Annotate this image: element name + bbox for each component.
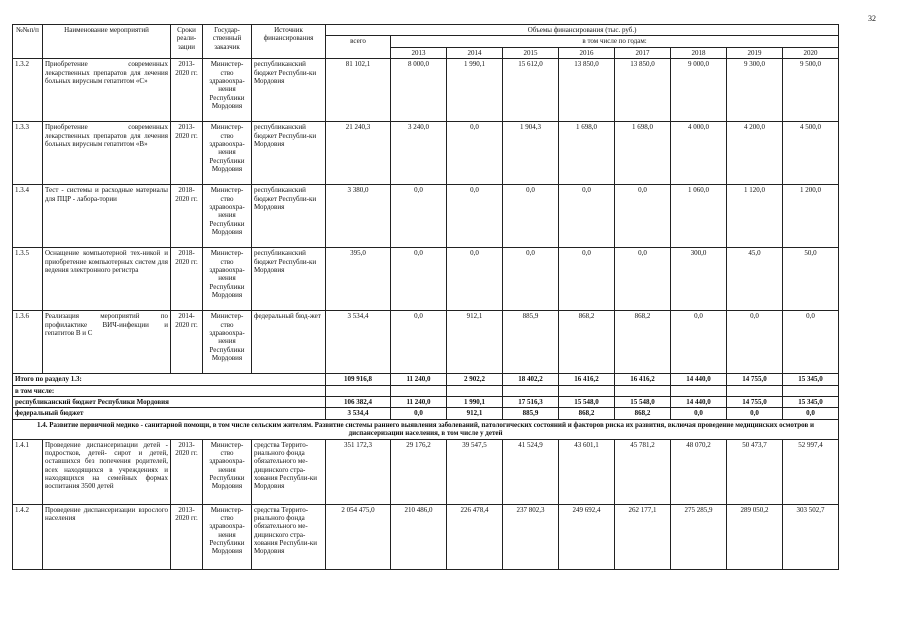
row-year-value: 4 500,0: [783, 122, 839, 185]
table-row: [13, 311, 839, 374]
row-num: 1.4.2: [13, 504, 43, 569]
header-year: 2020: [783, 47, 839, 58]
row-year-value: 1 120,0: [727, 185, 783, 248]
row-name: Проведение диспансеризации детей - подростков, детей- сирот и детей, оставшихся без попечения родителей, всех находящихся в учреждениях и находящихся на семейных формах воспитания 3500 детей: [43, 439, 171, 504]
row-customer: Министер-ство здравоохра-нения Республики Мордовия: [203, 248, 252, 311]
row-year-value: 0,0: [391, 248, 447, 311]
row-year-value: 50,0: [783, 248, 839, 311]
federal-budget-value: 0,0: [391, 408, 447, 419]
row-num: 1.4.1: [13, 439, 43, 504]
row-source: федеральный бюд-жет: [252, 311, 326, 374]
totals-row: [13, 374, 839, 385]
row-total: 3 380,0: [326, 185, 391, 248]
table-row: [13, 248, 839, 311]
row-year-value: 1 060,0: [671, 185, 727, 248]
republic-budget-label: республиканский бюджет Республики Мордовия: [13, 396, 326, 407]
row-year-value: 275 285,9: [671, 504, 727, 569]
row-total: 21 240,3: [326, 122, 391, 185]
row-year-value: 50 473,7: [727, 439, 783, 504]
table-row: [13, 122, 839, 185]
federal-budget-total: 3 534,4: [326, 408, 391, 419]
row-year-value: 13 850,0: [559, 59, 615, 122]
row-year-value: 1 698,0: [559, 122, 615, 185]
header-num: №№п/п: [13, 25, 43, 59]
row-year-value: 8 000,0: [391, 59, 447, 122]
totals-value: 16 416,2: [559, 374, 615, 385]
republic-budget-total: 106 382,4: [326, 396, 391, 407]
header-year: 2019: [727, 47, 783, 58]
row-year-value: 249 692,4: [559, 504, 615, 569]
row-year-value: 226 478,4: [447, 504, 503, 569]
totals-value: 14 755,0: [727, 374, 783, 385]
row-customer: Министер-ство здравоохра-нения Республики Мордовия: [203, 311, 252, 374]
row-name: Тест - системы и расходные материалы для ПЦР - лабора-тории: [43, 185, 171, 248]
row-year-value: 0,0: [447, 185, 503, 248]
row-year-value: 15 612,0: [503, 59, 559, 122]
row-year-value: 3 240,0: [391, 122, 447, 185]
table-row: [13, 59, 839, 122]
row-term: 2014-2020 гг.: [171, 311, 203, 374]
federal-budget-value: 885,9: [503, 408, 559, 419]
header-row-1: [13, 25, 839, 36]
header-volume: Объемы финансирования (тыс. руб.): [326, 25, 839, 36]
row-year-value: 9 500,0: [783, 59, 839, 122]
row-year-value: 1 990,1: [447, 59, 503, 122]
republic-budget-value: 15 345,0: [783, 396, 839, 407]
table-row: [13, 439, 839, 504]
row-source: средства Террито-риального фонда обязательного ме-дицинского стра-хования Республи-ки Мордовия: [252, 439, 326, 504]
including-row: [13, 385, 839, 396]
republic-budget-value: 11 240,0: [391, 396, 447, 407]
republic-budget-value: 14 440,0: [671, 396, 727, 407]
row-year-value: 52 997,4: [783, 439, 839, 504]
row-year-value: 262 177,1: [615, 504, 671, 569]
row-name: Проведение диспансеризации взрослого населения: [43, 504, 171, 569]
row-year-value: 912,1: [447, 311, 503, 374]
row-year-value: 0,0: [391, 311, 447, 374]
header-customer: Государ-ственный заказчик: [203, 25, 252, 59]
row-year-value: 45 781,2: [615, 439, 671, 504]
row-name: Реализация мероприятий по профилактике ВИЧ-инфекции и гепатитов В и С: [43, 311, 171, 374]
row-source: республиканский бюджет Республи-ки Мордовия: [252, 59, 326, 122]
header-year: 2014: [447, 47, 503, 58]
row-term: 2013-2020 гг.: [171, 504, 203, 569]
header-source: Источник финансирования: [252, 25, 326, 59]
row-num: 1.3.2: [13, 59, 43, 122]
including-label: в том числе:: [13, 385, 326, 396]
row-year-value: 43 601,1: [559, 439, 615, 504]
header-year: 2016: [559, 47, 615, 58]
row-year-value: 9 300,0: [727, 59, 783, 122]
republic-budget-value: 14 755,0: [727, 396, 783, 407]
row-year-value: 0,0: [447, 248, 503, 311]
section-header-row: [13, 419, 839, 439]
row-year-value: 1 200,0: [783, 185, 839, 248]
totals-value: 16 416,2: [615, 374, 671, 385]
page-number: 32: [868, 14, 876, 23]
row-year-value: 210 486,0: [391, 504, 447, 569]
totals-value: 2 902,2: [447, 374, 503, 385]
row-year-value: 0,0: [615, 185, 671, 248]
row-year-value: 237 802,3: [503, 504, 559, 569]
row-term: 2018-2020 гг.: [171, 185, 203, 248]
row-year-value: 868,2: [615, 311, 671, 374]
header-year: 2017: [615, 47, 671, 58]
header-year: 2013: [391, 47, 447, 58]
row-year-value: 0,0: [447, 122, 503, 185]
row-name: Приобретение современных лекарственных препаратов для лечения больных вирусным гепатитом «В»: [43, 122, 171, 185]
row-year-value: 0,0: [503, 248, 559, 311]
row-year-value: 868,2: [559, 311, 615, 374]
row-year-value: 0,0: [559, 185, 615, 248]
table-row: [13, 185, 839, 248]
row-year-value: 39 547,5: [447, 439, 503, 504]
row-num: 1.3.6: [13, 311, 43, 374]
totals-value: 11 240,0: [391, 374, 447, 385]
row-total: 351 172,3: [326, 439, 391, 504]
row-name: Оснащение компьютерной тех-никой и приобретение компьютерных систем для ведения электронного регистра: [43, 248, 171, 311]
header-by-year: в том числе по годам:: [391, 36, 839, 47]
row-year-value: 0,0: [503, 185, 559, 248]
header-total: всего: [326, 36, 391, 59]
row-customer: Министер-ство здравоохра-нения Республики Мордовия: [203, 185, 252, 248]
row-year-value: 0,0: [783, 311, 839, 374]
row-num: 1.3.4: [13, 185, 43, 248]
row-num: 1.3.5: [13, 248, 43, 311]
republic-budget-value: 15 548,0: [615, 396, 671, 407]
totals-value: 15 345,0: [783, 374, 839, 385]
row-year-value: 303 502,7: [783, 504, 839, 569]
row-year-value: 13 850,0: [615, 59, 671, 122]
row-year-value: 29 176,2: [391, 439, 447, 504]
row-year-value: 48 070,2: [671, 439, 727, 504]
federal-budget-value: 912,1: [447, 408, 503, 419]
row-year-value: 4 200,0: [727, 122, 783, 185]
row-year-value: 0,0: [671, 311, 727, 374]
row-total: 81 102,1: [326, 59, 391, 122]
totals-value: 14 440,0: [671, 374, 727, 385]
totals-total: 109 916,8: [326, 374, 391, 385]
section-1-4-title: 1.4. Развитие первичной медико - санитарной помощи, в том числе сельским жителям. Развитие системы раннего выявления заболеваний, патологических состояний и факторов риска их развития, включая проведение медицинских осмотров и диспансеризации населения, в том числе у детей: [13, 419, 839, 439]
row-source: средства Террито-риального фонда обязательного ме-дицинского стра-хования Республи-ки Мордовия: [252, 504, 326, 569]
republic-budget-value: 17 516,3: [503, 396, 559, 407]
row-term: 2013-2020 гг.: [171, 59, 203, 122]
row-year-value: 41 524,9: [503, 439, 559, 504]
row-year-value: 1 904,3: [503, 122, 559, 185]
federal-budget-value: 0,0: [671, 408, 727, 419]
row-year-value: 0,0: [391, 185, 447, 248]
row-customer: Министер-ство здравоохра-нения Республики Мордовия: [203, 439, 252, 504]
federal-budget-row: [13, 408, 839, 419]
table-row: [13, 504, 839, 569]
header-year: 2018: [671, 47, 727, 58]
federal-budget-value: 868,2: [559, 408, 615, 419]
header-term: Сроки реали-зации: [171, 25, 203, 59]
row-year-value: 45,0: [727, 248, 783, 311]
row-customer: Министер-ство здравоохра-нения Республики Мордовия: [203, 504, 252, 569]
republic-budget-row: [13, 396, 839, 407]
totals-label: Итого по разделу 1.3:: [13, 374, 326, 385]
row-name: Приобретение современных лекарственных препаратов для лечения больных вирусным гепатитом «С»: [43, 59, 171, 122]
federal-budget-value: 0,0: [783, 408, 839, 419]
row-num: 1.3.3: [13, 122, 43, 185]
row-year-value: 4 000,0: [671, 122, 727, 185]
federal-budget-value: 868,2: [615, 408, 671, 419]
row-customer: Министер-ство здравоохра-нения Республики Мордовия: [203, 59, 252, 122]
header-name: Наименование мероприятий: [43, 25, 171, 59]
federal-budget-value: 0,0: [727, 408, 783, 419]
row-total: 2 054 475,0: [326, 504, 391, 569]
row-source: республиканский бюджет Республи-ки Мордовия: [252, 122, 326, 185]
republic-budget-value: 15 548,0: [559, 396, 615, 407]
totals-value: 18 402,2: [503, 374, 559, 385]
republic-budget-value: 1 990,1: [447, 396, 503, 407]
row-year-value: 289 050,2: [727, 504, 783, 569]
row-year-value: 1 698,0: [615, 122, 671, 185]
row-year-value: 885,9: [503, 311, 559, 374]
row-total: 395,0: [326, 248, 391, 311]
row-year-value: 300,0: [671, 248, 727, 311]
row-customer: Министер-ство здравоохра-нения Республики Мордовия: [203, 122, 252, 185]
row-year-value: 0,0: [615, 248, 671, 311]
row-term: 2013-2020 гг.: [171, 122, 203, 185]
row-term: 2018-2020 гг.: [171, 248, 203, 311]
federal-budget-label: федеральный бюджет: [13, 408, 326, 419]
row-source: республиканский бюджет Республи-ки Мордовия: [252, 248, 326, 311]
row-year-value: 9 000,0: [671, 59, 727, 122]
row-year-value: 0,0: [559, 248, 615, 311]
row-source: республиканский бюджет Республи-ки Мордовия: [252, 185, 326, 248]
row-total: 3 534,4: [326, 311, 391, 374]
header-year: 2015: [503, 47, 559, 58]
row-year-value: 0,0: [727, 311, 783, 374]
row-term: 2013-2020 гг.: [171, 439, 203, 504]
financing-table: [12, 24, 839, 570]
